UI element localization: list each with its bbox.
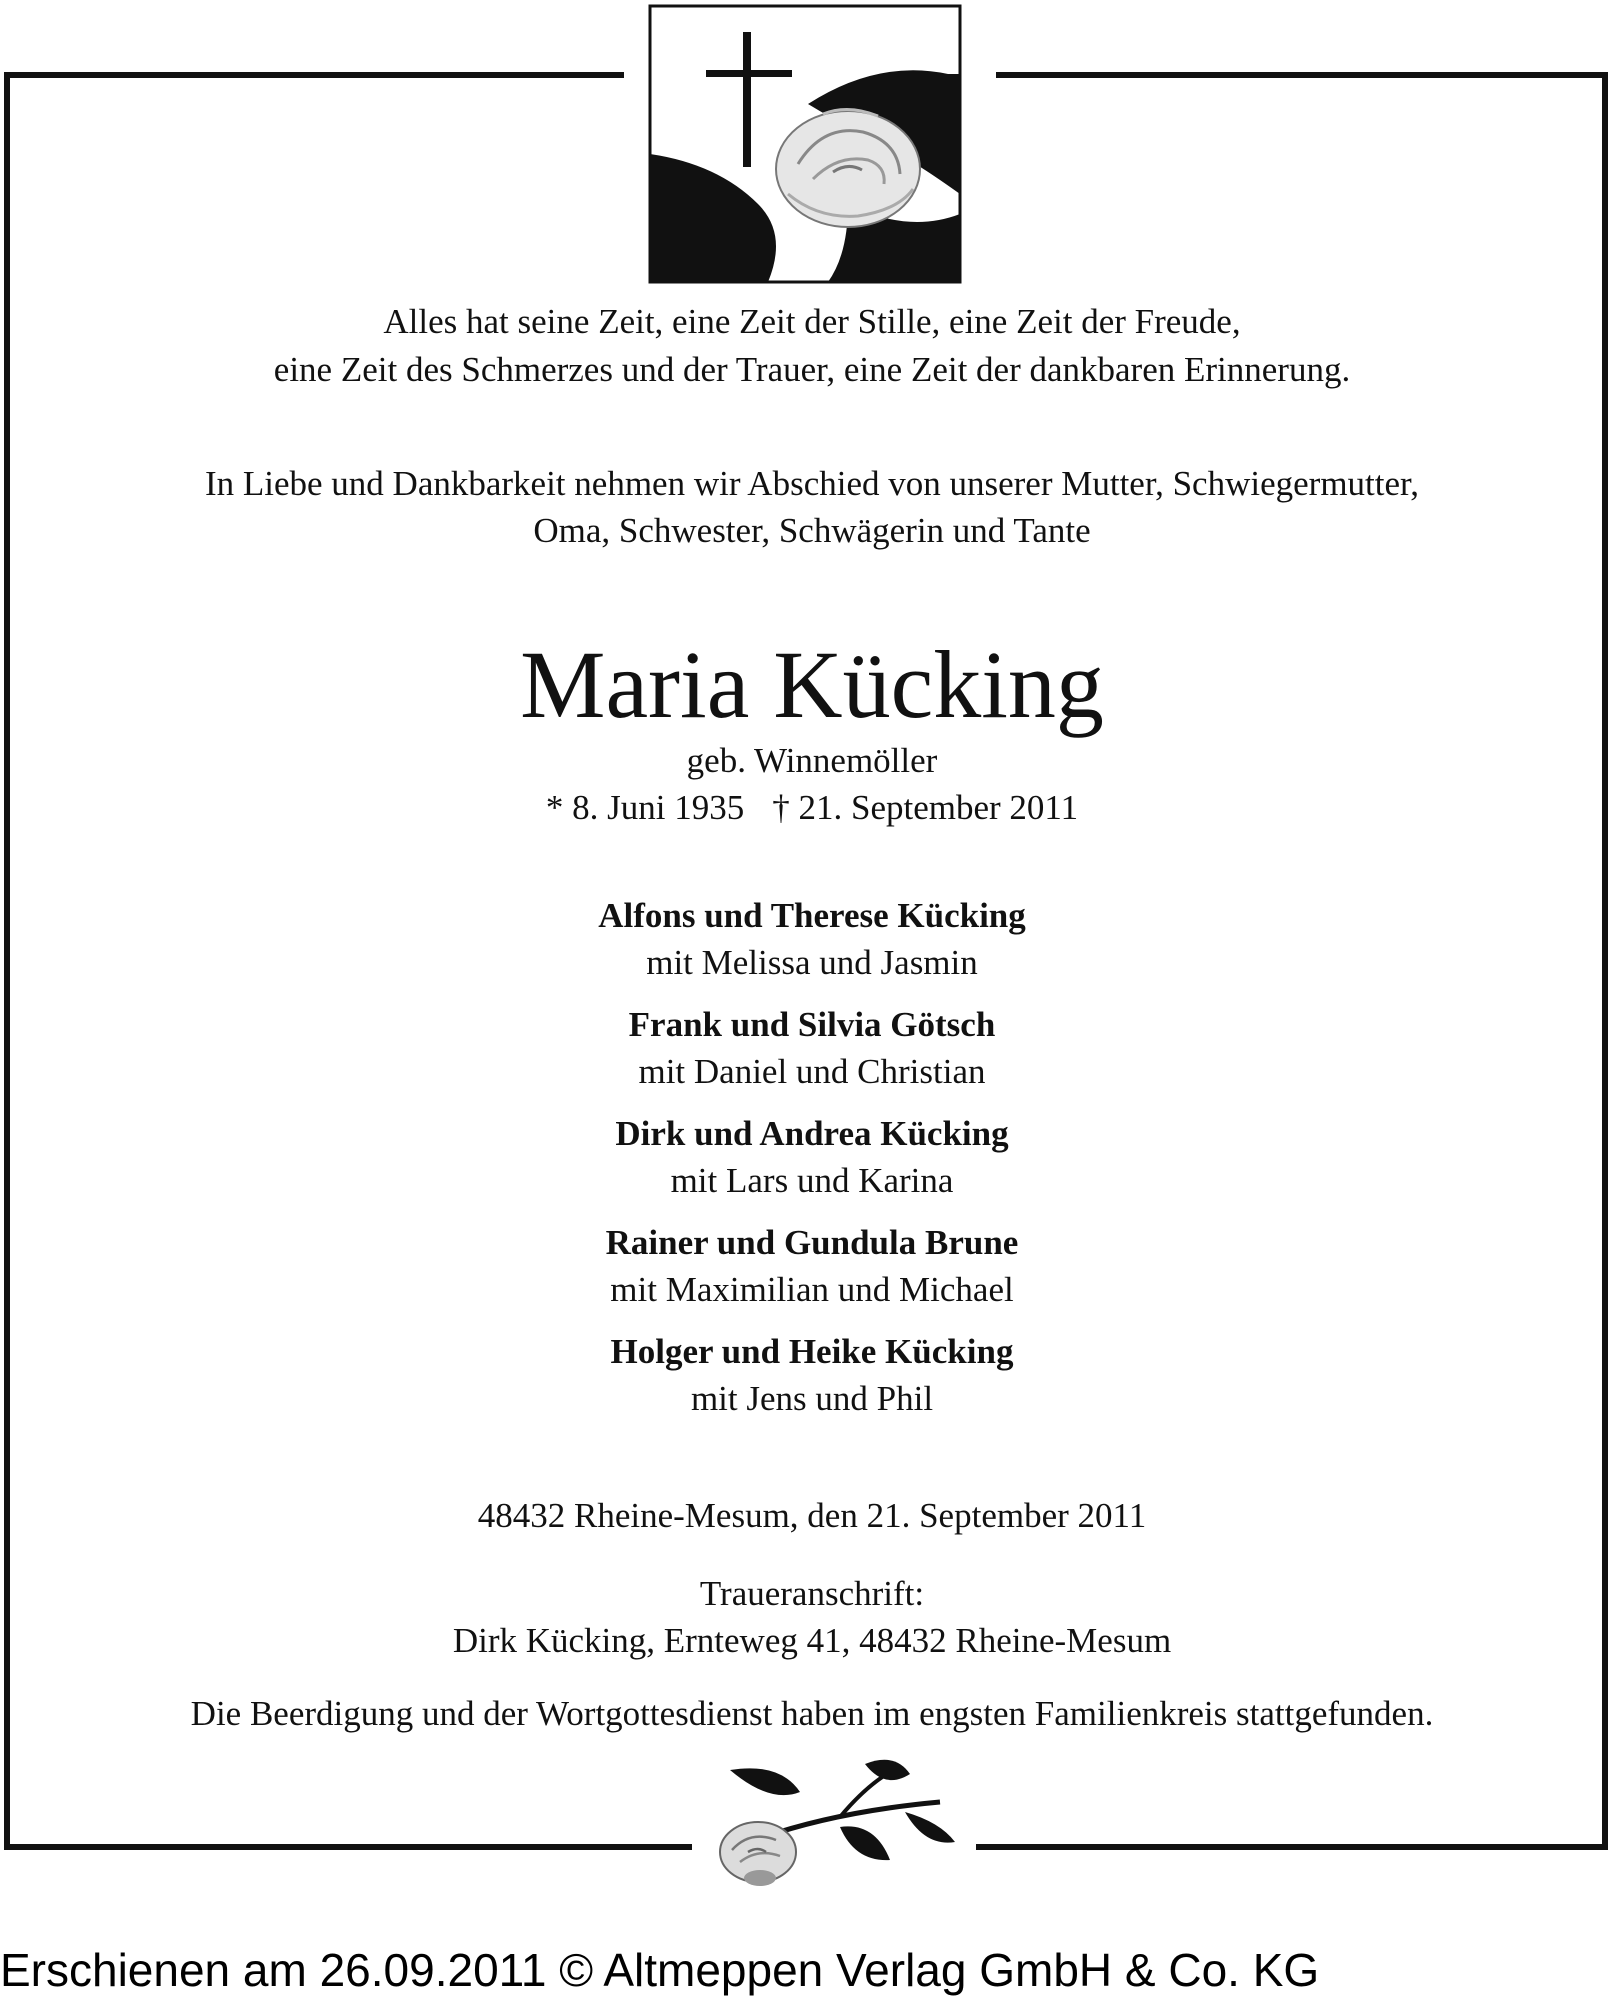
intro-line-1: In Liebe und Dankbarkeit nehmen wir Abschied von unserer Mutter, Schwiegermutter,: [204, 464, 1420, 503]
place-date: 48432 Rheine-Mesum, den 21. September 2011: [477, 1496, 1147, 1535]
frame-top-left: [4, 72, 624, 78]
life-dates: [0, 784, 1624, 831]
family-entry: [0, 1001, 1624, 1095]
frame-top-right: [996, 72, 1608, 78]
family-entry: [0, 1110, 1624, 1204]
frame-bottom-left: [4, 1844, 692, 1850]
birth-date: * 8. Juni 1935: [545, 788, 745, 827]
rose-icon: [690, 1752, 980, 1892]
family-children: mit Lars und Karina: [670, 1161, 954, 1200]
family-head: Holger und Heike Kücking: [610, 1332, 1014, 1371]
family-head: Rainer und Gundula Brune: [605, 1223, 1019, 1262]
death-date: † 21. September 2011: [772, 788, 1079, 827]
funeral-note: Die Beerdigung und der Wortgottesdienst haben im engsten Familienkreis stattgefunden.: [190, 1694, 1434, 1733]
family-head: Dirk und Andrea Kücking: [615, 1114, 1009, 1153]
family-entry: [0, 1219, 1624, 1313]
mourning-address: Dirk Kücking, Ernteweg 41, 48432 Rheine-Mesum: [452, 1621, 1172, 1660]
family-children: mit Maximilian und Michael: [610, 1270, 1014, 1309]
family-entry: [0, 1328, 1624, 1422]
publication-credit: Erschienen am 26.09.2011 © Altmeppen Verlag GmbH & Co. KG: [0, 1944, 1320, 1996]
family-head: Alfons und Therese Kücking: [598, 896, 1026, 935]
verse-line-2: eine Zeit des Schmerzes und der Trauer, eine Zeit der dankbaren Erinnerung.: [273, 350, 1351, 389]
address-label: Traueranschrift:: [699, 1574, 925, 1613]
frame-bottom-right: [976, 1844, 1608, 1850]
family-head: Frank und Silvia Götsch: [628, 1005, 996, 1044]
intro-line-2: Oma, Schwester, Schwägerin und Tante: [533, 511, 1091, 550]
family-entry: [0, 892, 1624, 986]
cross-and-rose-icon: [648, 4, 964, 284]
verse-line-1: Alles hat seine Zeit, eine Zeit der Stille, eine Zeit der Freude,: [383, 302, 1241, 341]
birth-name: geb. Winnemöller: [686, 741, 938, 780]
family-children: mit Daniel und Christian: [638, 1052, 986, 1091]
family-children: mit Jens und Phil: [690, 1379, 934, 1418]
deceased-name: Maria Kücking: [520, 631, 1104, 738]
family-children: mit Melissa und Jasmin: [646, 943, 978, 982]
